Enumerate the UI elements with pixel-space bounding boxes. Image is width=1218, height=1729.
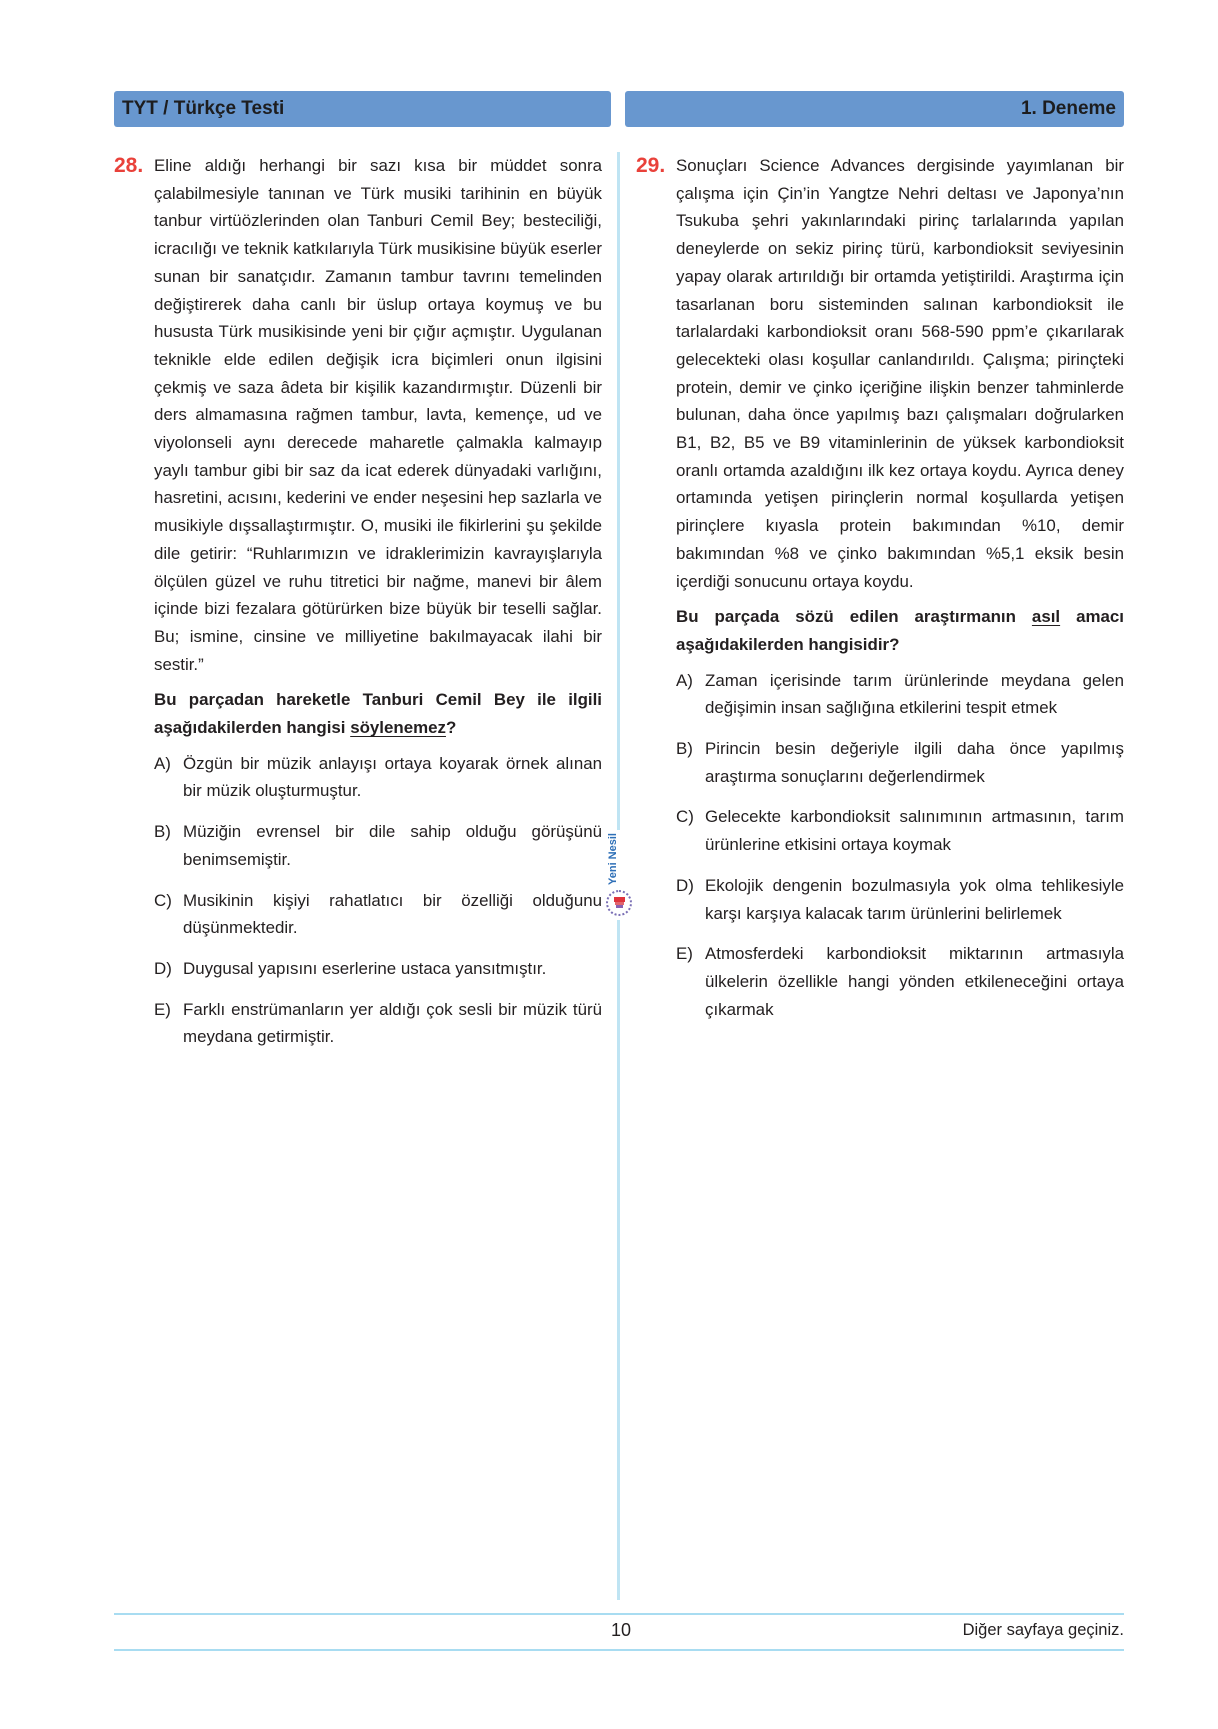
footer-rule-top (114, 1613, 1124, 1615)
question-29 (636, 152, 1124, 1036)
option-b[interactable] (676, 735, 1124, 790)
option-letter: A) (676, 670, 693, 690)
option-text: Gelecekte karbondioksit salınımının artmasının, tarım ürünlerine etkisini ortaya koymak (705, 807, 1124, 855)
option-letter: C) (154, 890, 172, 910)
header-bar-exam-label (625, 91, 1124, 127)
answer-options (154, 750, 602, 1051)
option-e[interactable] (676, 940, 1124, 1023)
option-text: Ekolojik dengenin bozulmasıyla yok olma tehlikesiyle karşı karşıya kalacak tarım ürünlerini belirlemek (705, 875, 1124, 923)
option-text: Pirincin besin değeriyle ilgili daha önce yapılmış araştırma sonuçlarını değerlendirmek (705, 739, 1124, 786)
option-a[interactable] (676, 667, 1124, 722)
question-stem: Bu parçada sözü edilen araştırmanın asıl amacı aşağıdakilerden hangisidir? (676, 607, 1124, 654)
option-c[interactable] (676, 803, 1124, 858)
option-d[interactable] (676, 872, 1124, 927)
question-passage: Eline aldığı herhangi bir sazı kısa bir müddet sonra çalabilmesiyle tanınan ve Türk musiki tarihinin en büyük tanbur virtüözlerinden olan Tanburi Cemil Bey; besteciliği, icracılığı ve teknik katkılarıyla Türk musikisine büyük eserler sunan bir sanatçıdır. Zamanın tambur tavrını temelinden değiştirerek daha canlı bir üslup ortaya koymuş ve bu hususta Türk musikisinde yeni bir çığır açmıştır. Uygulanan teknikle elde edilen değişik icra biçimleri onun ilgisini çekmiş ve saza âdeta bir kişilik kazandırmıştır. Düzenli bir ders almamasına rağmen tambur, lavta, kemençe, ud ve viyolonseli aynı derecede maharetle çalmakla kalmayıp yaylı tambur gibi bir saz da icat ederek dünyadaki varlığını, hasretini, acısını, kederini ve ender neşesini hep sazlarla ve musikiyle dışsallaştırmıştır. O, musiki ile fikirlerini şu şekilde dile getirir: “Ruhlarımızın ve idraklerimizin kavrayışlarıyla ölçülen güzel ve ruhu titretici bir nağme, manevi bir âlem içinde bizi fezalara götürürken bize büyük bir teselli sağlar. Bu; ismine, cinsine ve milliyetine bakılmayacak ilahi bir sestir.” (154, 156, 602, 674)
emphasized-word: söylenemez (350, 718, 446, 738)
footer-rule-bottom (114, 1649, 1124, 1651)
test-title: TYT / Türkçe Testi (122, 98, 285, 119)
option-text: Musikinin kişiyi rahatlatıcı bir özelliği olduğunu düşünmektedir. (183, 890, 602, 938)
question-28 (114, 152, 602, 1064)
question-passage: Sonuçları Science Advances dergisinde yayımlanan bir çalışma için Çin’in Yangtze Nehri deltası ve Japonya’nın Tsukuba şehri yakınlarındaki pirinç tarlalarında yapılan deneylerde on sekiz pirinç türü, karbondioksit seviyesinin yapay olarak artırıldığı bir ortamda yetiştirildi. Araştırma için tasarlanan boru sisteminden salınan karbondioksit ile tarlalardaki karbondioksit oranı 568-590 ppm’e çıkarılarak gelecekteki olası koşullar canlandırıldı. Çalışma; pirinçteki protein, demir ve çinko içeriğine ilişkin benzer tahminlerde bulunan, daha önce yapılmış bazı çalışmaları doğrularken B1, B2, B5 ve B9 vitaminlerinin de yüksek karbondioksit oranlı ortamda azaldığını ilk kez ortaya koydu. Ayrıca deney ortamında yetişen pirinçlerin normal koşullarda yetişen pirinçlere kıyasla protein bakımından %10, demir bakımından %8 ve çinko bakımından %5,1 eksik besin içerdiği sonucunu ortaya koydu. (676, 156, 1124, 591)
option-letter: E) (676, 944, 693, 964)
option-e[interactable] (154, 996, 602, 1051)
next-page-note: Diğer sayfaya geçiniz. (962, 1621, 1124, 1639)
answer-options (676, 667, 1124, 1024)
option-letter: D) (676, 875, 694, 895)
option-a[interactable] (154, 750, 602, 805)
option-text: Özgün bir müzik anlayışı ortaya koyarak örnek alınan bir müzik oluşturmuştur. (183, 753, 602, 801)
option-letter: B) (676, 739, 693, 759)
option-letter: D) (154, 958, 172, 978)
option-c[interactable] (154, 887, 602, 942)
question-stem: Bu parçadan hareketle Tanburi Cemil Bey ile ilgili aşağıdakilerden hangisi söylenemez? (154, 690, 602, 738)
exam-label: 1. Deneme (1020, 98, 1116, 119)
option-text: Duygusal yapısını eserlerine ustaca yansıtmıştır. (183, 958, 547, 978)
option-text: Atmosferdeki karbondioksit miktarının artmasıyla ülkelerin özellikle hangi yönden etkileneceğini ortaya çıkarmak (705, 944, 1124, 1019)
option-letter: A) (154, 753, 171, 773)
page-number: 10 (610, 1620, 632, 1640)
option-text: Müziğin evrensel bir dile sahip olduğu görüşünü benimsemiştir. (183, 822, 602, 869)
question-number: 28. (114, 154, 144, 177)
emphasized-word: asıl (1031, 607, 1061, 627)
publisher-logo-text: Yeni Nesil (607, 833, 619, 885)
option-b[interactable] (154, 818, 602, 873)
option-letter: E) (154, 999, 171, 1019)
option-d[interactable] (154, 955, 602, 983)
option-letter: B) (154, 822, 171, 842)
publisher-logo-icon (606, 890, 632, 916)
option-text: Farklı enstrümanların yer aldığı çok sesli bir müzik türü meydana getirmiştir. (183, 999, 602, 1047)
option-text: Zaman içerisinde tarım ürünlerinde meydana gelen değişimin insan sağlığına etkilerini tespit etmek (705, 670, 1124, 718)
header-bar-test-title (114, 91, 611, 127)
publisher-logo (604, 830, 634, 920)
question-number: 29. (636, 154, 666, 177)
option-letter: C) (676, 807, 694, 827)
